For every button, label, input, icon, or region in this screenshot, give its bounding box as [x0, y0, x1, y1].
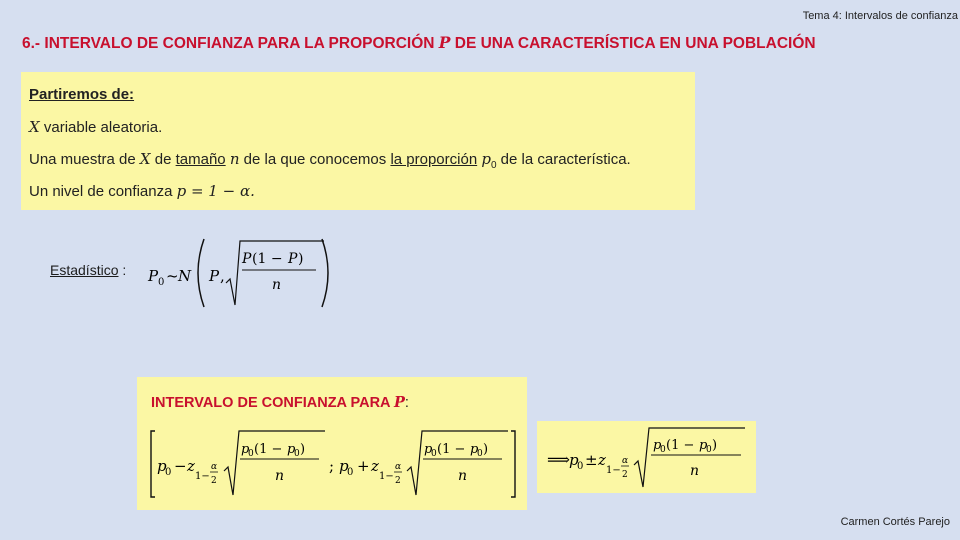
svg-text:n: n	[272, 277, 282, 293]
svg-text:0: 0	[165, 467, 172, 478]
svg-text:0: 0	[248, 449, 254, 459]
statistic-formula	[146, 235, 336, 311]
author-footer: Carmen Cortés Parejo	[840, 516, 950, 528]
result-formula	[545, 425, 753, 489]
svg-text:P: P	[242, 251, 252, 267]
svg-text:1−: 1−	[606, 465, 621, 476]
svg-text:z: z	[598, 451, 606, 469]
svg-text:⟹: ⟹	[547, 450, 570, 469]
svg-text:(1 −: (1 −	[252, 251, 283, 267]
statistic-label: Estadístico :	[50, 262, 127, 278]
svg-text:−: −	[174, 457, 187, 475]
given-box	[21, 72, 695, 210]
svg-text:p: p	[699, 438, 708, 453]
svg-text:2: 2	[622, 470, 628, 480]
svg-text:2: 2	[211, 476, 217, 486]
svg-text:p: p	[569, 451, 579, 469]
svg-text:±: ±	[585, 451, 598, 469]
svg-text:0: 0	[347, 467, 354, 478]
interval-title: INTERVALO DE CONFIANZA PARA P:	[151, 394, 409, 411]
svg-text:p: p	[339, 457, 349, 475]
svg-text:N: N	[178, 267, 192, 285]
svg-text:;: ;	[329, 457, 335, 475]
svg-text:P: P	[148, 267, 159, 285]
svg-text:): )	[483, 442, 489, 457]
svg-text:): )	[298, 251, 304, 267]
svg-text:0: 0	[706, 445, 712, 455]
svg-text:p: p	[653, 438, 662, 453]
svg-text:(1 −: (1 −	[254, 442, 283, 457]
svg-text:,: ,	[220, 267, 225, 285]
page-title: 6.- INTERVALO DE CONFIANZA PARA LA PROPORCIÓN P DE UNA CARACTERÍSTICA EN UNA POBLACIÓN	[22, 33, 816, 52]
svg-text:0: 0	[577, 461, 584, 472]
svg-text:): )	[712, 438, 718, 453]
svg-text:+: +	[357, 457, 370, 475]
svg-text:1−: 1−	[379, 471, 394, 482]
svg-text:~: ~	[166, 267, 179, 285]
svg-text:p: p	[157, 457, 167, 475]
svg-text:P: P	[288, 251, 298, 267]
given-heading: Partiremos de:	[29, 86, 135, 103]
given-line-sample: Una muestra de X de tamaño n de la que conocemos la proporción $p_0$ de la característica.	[29, 150, 631, 171]
svg-text:n: n	[458, 468, 468, 484]
svg-text:p: p	[287, 442, 296, 457]
interval-box	[137, 377, 527, 510]
svg-text:(1 −: (1 −	[437, 442, 466, 457]
svg-text:α: α	[395, 462, 402, 472]
result-box	[537, 421, 756, 493]
interval-formula	[147, 427, 522, 501]
svg-text:(1 −: (1 −	[666, 438, 695, 453]
svg-text:0: 0	[431, 449, 437, 459]
svg-text:): )	[300, 442, 306, 457]
svg-text:p: p	[241, 442, 250, 457]
svg-text:z: z	[371, 457, 379, 475]
svg-text:0: 0	[660, 445, 666, 455]
svg-text:z: z	[187, 457, 195, 475]
svg-text:p: p	[470, 442, 479, 457]
svg-text:0: 0	[158, 277, 165, 288]
topic-label: Tema 4: Intervalos de confianza	[802, 10, 958, 22]
svg-text:1−: 1−	[195, 471, 210, 482]
svg-text:α: α	[211, 462, 218, 472]
svg-text:2: 2	[395, 476, 401, 486]
given-line-variable: X variable aleatoria.	[29, 118, 163, 136]
given-line-confidence: Un nivel de confianza p = 1 − α.	[29, 182, 255, 200]
svg-text:n: n	[690, 463, 700, 479]
svg-text:p: p	[424, 442, 433, 457]
svg-text:n: n	[275, 468, 285, 484]
svg-text:P: P	[209, 267, 220, 285]
svg-text:0: 0	[477, 449, 483, 459]
svg-text:α: α	[622, 456, 629, 466]
svg-text:0: 0	[294, 449, 300, 459]
